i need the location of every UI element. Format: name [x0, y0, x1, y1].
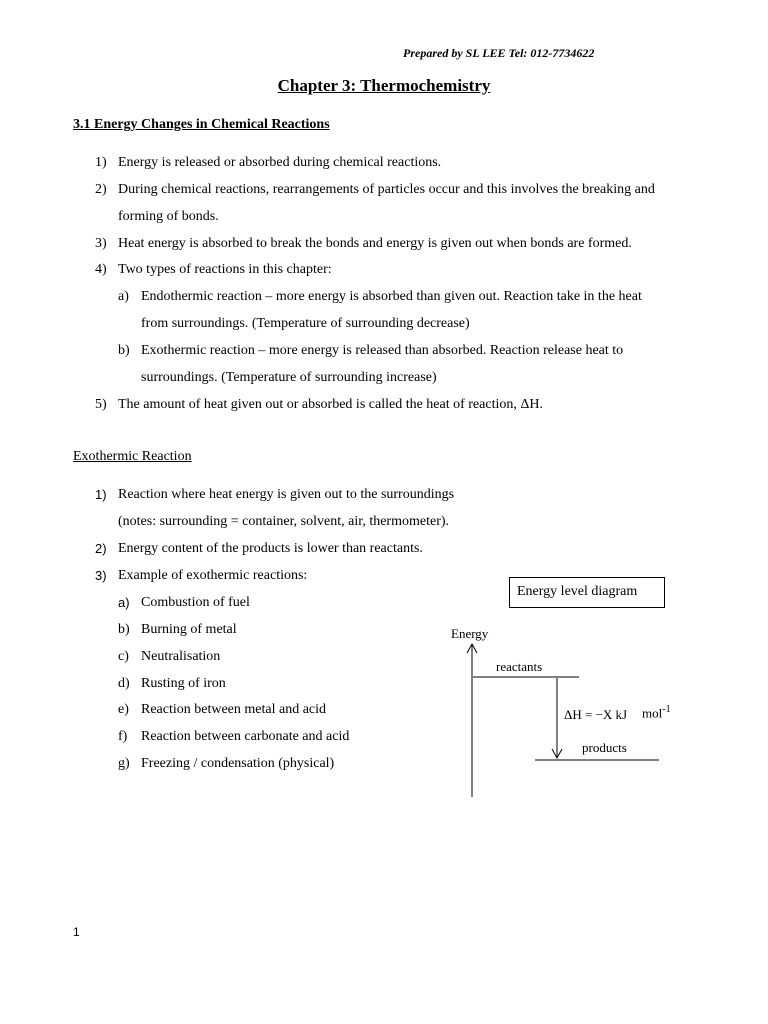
- list-number: 5): [95, 397, 107, 412]
- list-number: 3): [95, 568, 107, 583]
- example-letter: a): [118, 595, 130, 610]
- unit-base: mol: [642, 705, 663, 721]
- list-number: 3): [95, 236, 107, 251]
- list-item: Heat energy is absorbed to break the bonds and energy is given out when bonds are formed.: [118, 236, 632, 251]
- example-item: Freezing / condensation (physical): [141, 756, 335, 771]
- exothermic-heading: Exothermic Reaction: [73, 449, 192, 464]
- page-number: 1: [73, 925, 80, 939]
- list-item: Energy content of the products is lower than reactants.: [118, 541, 423, 556]
- list-item-continuation: forming of bonds.: [118, 209, 219, 224]
- example-letter: f): [118, 729, 128, 744]
- sub-list-item: Endothermic reaction – more energy is absorbed than given out. Reaction take in the heat: [141, 289, 642, 304]
- energy-axis-label: Energy: [451, 626, 489, 641]
- example-letter: b): [118, 622, 130, 637]
- unit-exponent: -1: [662, 704, 671, 715]
- list-number: 1): [95, 487, 107, 502]
- sub-list-letter: b): [118, 343, 130, 358]
- sub-list-item-continuation: surroundings. (Temperature of surrounding increase): [141, 370, 437, 385]
- reactants-label: reactants: [496, 659, 543, 674]
- list-item: The amount of heat given out or absorbed is called the heat of reaction, ΔH.: [118, 397, 543, 412]
- example-item: Reaction between carbonate and acid: [141, 729, 350, 744]
- example-letter: e): [118, 702, 129, 717]
- example-item: Neutralisation: [141, 649, 221, 664]
- example-item: Reaction between metal and acid: [141, 702, 327, 717]
- sub-list-item: Exothermic reaction – more energy is released than absorbed. Reaction release heat to: [141, 343, 624, 358]
- list-item: During chemical reactions, rearrangements of particles occur and this involves the breaking and: [118, 182, 655, 197]
- list-item: Two types of reactions in this chapter:: [118, 262, 332, 277]
- delta-h-unit: [642, 704, 671, 721]
- list-number: 1): [95, 155, 107, 170]
- list-number: 4): [95, 262, 107, 277]
- list-item: Reaction where heat energy is given out to the surroundings: [118, 487, 455, 502]
- example-letter: g): [118, 756, 130, 771]
- example-item: Rusting of iron: [141, 676, 226, 691]
- document-header: Prepared by SL LEE Tel: 012-7734622: [403, 46, 595, 60]
- list-number: 2): [95, 541, 107, 556]
- list-item: Energy is released or absorbed during chemical reactions.: [118, 155, 442, 170]
- diagram-title: Energy level diagram: [517, 584, 638, 599]
- sub-list-item-continuation: from surroundings. (Temperature of surrounding decrease): [141, 316, 470, 331]
- sub-list-letter: a): [118, 289, 129, 304]
- example-item: Combustion of fuel: [141, 595, 250, 610]
- example-letter: c): [118, 649, 129, 664]
- list-number: 2): [95, 182, 107, 197]
- section-heading-3-1: 3.1 Energy Changes in Chemical Reactions: [73, 117, 330, 132]
- chapter-title: Chapter 3: Thermochemistry: [277, 76, 491, 95]
- products-label: products: [582, 740, 627, 755]
- example-item: Burning of metal: [141, 622, 237, 637]
- delta-h-label: ΔH = −X kJ: [564, 707, 628, 722]
- list-item-continuation: (notes: surrounding = container, solvent, air, thermometer).: [118, 514, 450, 529]
- list-item: Example of exothermic reactions:: [118, 568, 308, 583]
- example-letter: d): [118, 676, 130, 691]
